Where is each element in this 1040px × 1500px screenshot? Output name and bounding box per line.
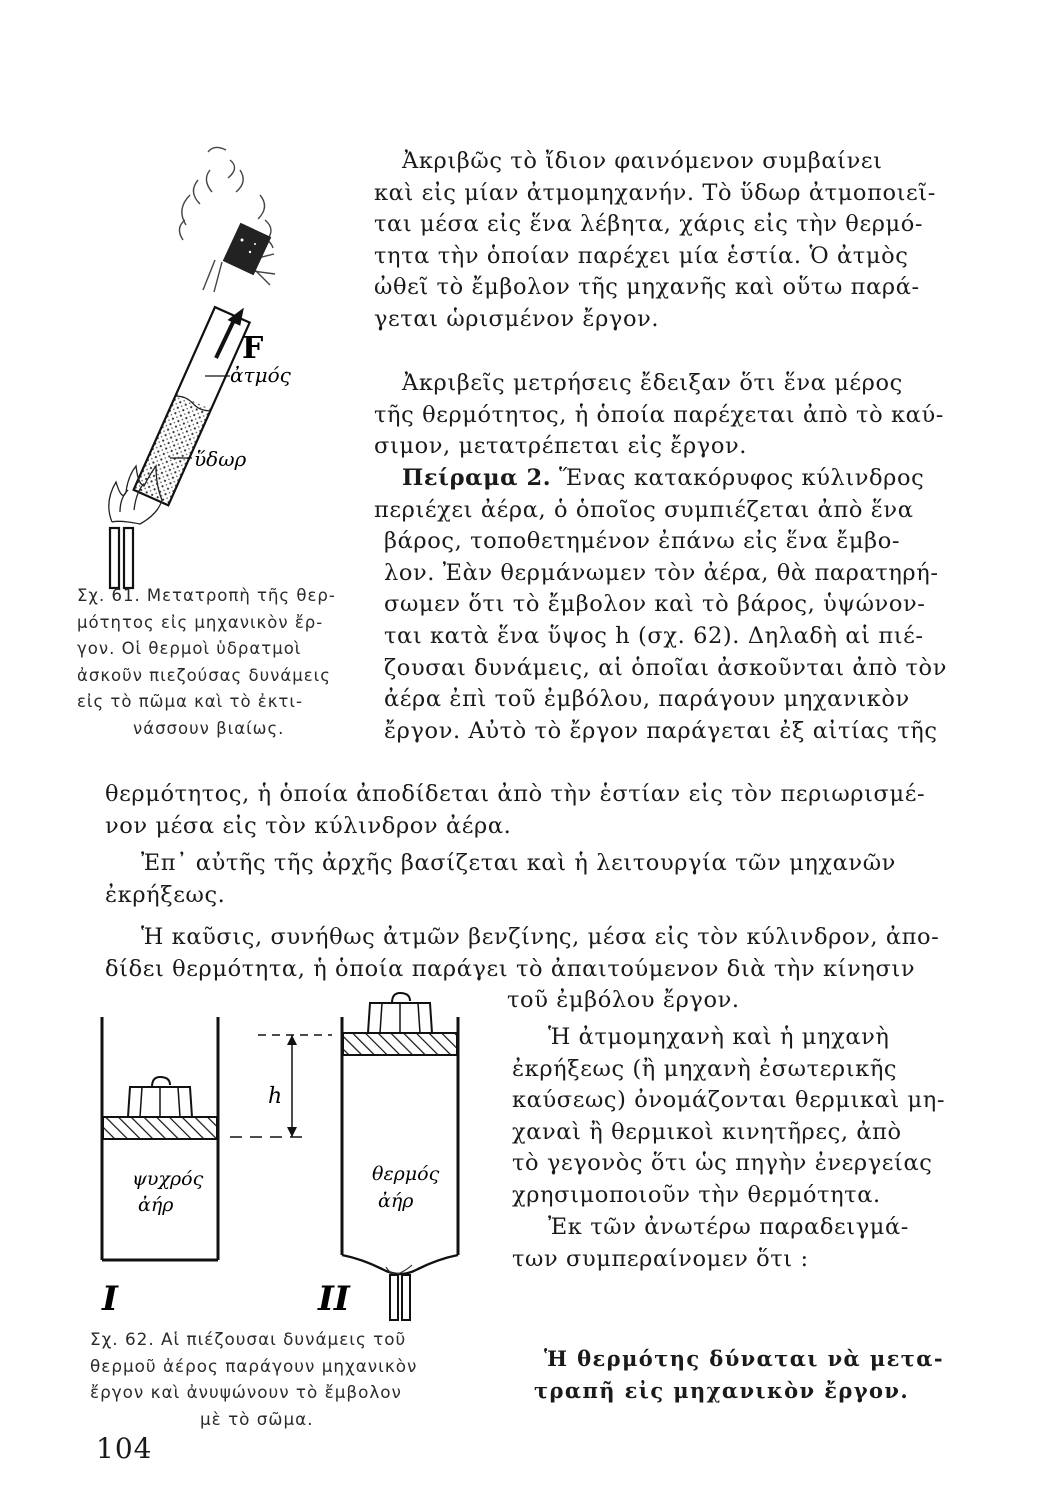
- text-line: σωμεν ὅτι τὸ ἔμβολον καὶ τὸ βάρος, ὑψώνον-: [384, 591, 926, 618]
- caption-line: νάσσουν βιαίως.: [133, 718, 285, 738]
- paragraph-3: [105, 848, 896, 911]
- text-line: ζουσαι δυνάμεις, αἱ ὁποῖαι ἀσκοῦνται ἀπὸ τὸν: [384, 654, 947, 681]
- text-line: τῆς θερμότητος, ἡ ὁποία παρέχεται ἀπὸ τὸ καύ-: [374, 401, 944, 428]
- paragraph-6: [512, 1212, 909, 1275]
- height-indicator: [230, 1035, 332, 1137]
- force-label: F: [242, 331, 264, 366]
- paragraph-5: [512, 1022, 945, 1212]
- label-I: I: [102, 1279, 118, 1319]
- text-line: ἀέρα ἐπὶ τοῦ ἐμβόλου, παράγουν μηχανικὸν: [384, 686, 910, 713]
- figure-62: [90, 975, 440, 1325]
- caption-line: θερμοῦ ἀέρος παράγουν μηχανικὸν: [90, 1355, 418, 1376]
- text-line: Ἀκριβεῖς μετρήσεις ἔδειξαν ὅτι ἕνα μέρος: [402, 370, 903, 396]
- text-line: Ἕνας κατακόρυφος κύλινδρος: [558, 465, 925, 491]
- text-line: των συμπεραίνομεν ὅτι :: [512, 1245, 809, 1272]
- text-line: λον. Ἐὰν θερμάνωμεν τὸν ἀέρα, θὰ παρατηρή-: [384, 559, 939, 586]
- paragraph-1: [374, 146, 936, 336]
- caption-line: μότητος εἰς μηχανικὸν ἔρ-: [77, 612, 324, 632]
- text-line: τοῦ ἐμβόλου ἔργον.: [507, 987, 740, 1014]
- text-line: ἐκρήξεως (ἢ μηχανὴ ἐσωτερικῆς: [512, 1055, 898, 1082]
- text-line: περιέχει ἀέρα, ὁ ὁποῖος συμπιέζεται ἀπὸ ἕνα: [374, 496, 914, 523]
- experiment-2: [374, 463, 947, 747]
- cold-air-label-1: ψυχρός: [132, 1168, 204, 1190]
- text-line: Ἐκ τῶν ἀνωτέρω παραδειγμά-: [548, 1214, 909, 1240]
- caption-line: γον. Οἱ θερμοὶ ὑδρατμοὶ: [77, 639, 302, 658]
- text-line: σιμον, μετατρέπεται εἰς ἔργον.: [374, 433, 748, 460]
- water-label: ὕδωρ: [194, 447, 247, 471]
- caption-line: Σχ. 61. Μετατροπὴ τῆς θερ-: [77, 586, 336, 605]
- cold-air-label-2: ἀήρ: [138, 1194, 174, 1216]
- text-line: καὶ εἰς μίαν ἀτμομηχανήν. Τὸ ὕδωρ ἀτμοποιεῖ-: [374, 179, 936, 206]
- cork: [223, 223, 272, 275]
- text-line: τὸ γεγονὸς ὅτι ὡς πηγὴν ἐνεργείας: [512, 1150, 933, 1177]
- text-line: τραπῆ εἰς μηχανικὸν ἔργον.: [534, 1378, 910, 1403]
- experiment-heading: Πείραμα 2.: [402, 465, 552, 491]
- caption-line: ἔργον καὶ ἀνυψώνουν τὸ ἔμβολον: [90, 1382, 402, 1402]
- text-line: τητα τὴν ὁποίαν παρέχει μία ἑστία. Ὁ ἀτμὸς: [374, 242, 909, 269]
- text-line: Ἀκριβῶς τὸ ἴδιον φαινόμενον συμβαίνει: [402, 148, 883, 174]
- paragraph-2: [374, 368, 944, 463]
- caption-line: εἰς τὸ πῶμα καὶ τὸ ἐκτι-: [77, 692, 303, 711]
- text-line: Ἡ θερμότης δύναται νὰ μετα-: [544, 1346, 944, 1371]
- caption-line: Σχ. 62. Αἱ πιέζουσαι δυνάμεις τοῦ: [90, 1329, 407, 1349]
- experiment-2-continued: [105, 779, 925, 842]
- page-number: 104: [96, 1432, 153, 1465]
- hot-air-label-2: ἀήρ: [378, 1190, 414, 1212]
- text-line: χαναὶ ἢ θερμικοὶ κινητῆρες, ἀπὸ: [512, 1118, 902, 1145]
- hot-air-label-1: θερμός: [372, 1163, 440, 1185]
- text-line: Ἡ ἀτμομηχανὴ καὶ ἡ μηχανὴ: [548, 1024, 890, 1050]
- conclusion: [534, 1343, 944, 1407]
- text-line: καύσεως) ὀνομάζονται θερμικαὶ μη-: [512, 1087, 946, 1114]
- steam-label: ἀτμός: [230, 363, 291, 387]
- text-line: γεται ὡρισμένον ἔργον.: [374, 305, 660, 332]
- caption-line: ἀσκοῦν πιεζούσας δυνάμεις: [77, 665, 331, 685]
- text-line: ἔργον. Αὐτὸ τὸ ἔργον παράγεται ἐξ αἰτίας τῆς: [384, 717, 938, 744]
- text-line: ὠθεῖ τὸ ἔμβολον τῆς μηχανῆς καὶ οὕτω παρά-: [374, 274, 920, 301]
- label-II: II: [318, 1279, 350, 1319]
- cylinder-cold: [102, 1017, 218, 1260]
- figure-61-caption: [77, 583, 336, 742]
- h-label: h: [268, 1084, 283, 1109]
- steam-lines: [179, 147, 275, 292]
- text-line: χρησιμοποιοῦν τὴν θερμότητα.: [512, 1181, 881, 1208]
- text-line: ται μέσα εἰς ἕνα λέβητα, χάρις εἰς τὴν θερμό-: [374, 211, 924, 238]
- figure-62-caption: [90, 1326, 417, 1432]
- piston-cold: [103, 1117, 217, 1139]
- text-line: θερμότητος, ἡ ὁποία ἀποδίδεται ἀπὸ τὴν ἑστίαν εἰς τὸν περιωρισμέ-: [105, 781, 926, 807]
- text-line: Ἡ καῦσις, συνήθως ἀτμῶν βενζίνης, μέσα εἰς τὸν κύλινδρον, ἀπο-: [141, 924, 940, 950]
- text-line: δίδει θερμότητα, ἡ ὁποία παράγει τὸ ἀπαιτούμενον διὰ τὴν κίνησιν: [105, 955, 916, 982]
- text-line: ἐκρήξεως.: [105, 881, 226, 908]
- piston-hot: [343, 1033, 457, 1055]
- text-line: βάρος, τοποθετημένον ἐπάνω εἰς ἕνα ἔμβο-: [384, 528, 901, 555]
- figure-61: [90, 140, 300, 600]
- cylinder-hot: [342, 993, 458, 1274]
- text-line: Ἐπ᾽ αὐτῆς τῆς ἀρχῆς βασίζεται καὶ ἡ λειτουργία τῶν μηχανῶν: [141, 850, 896, 876]
- test-tube: [134, 307, 250, 505]
- text-line: νον μέσα εἰς τὸν κύλινδρον ἀέρα.: [105, 812, 512, 839]
- caption-line: μὲ τὸ σῶμα.: [200, 1408, 314, 1429]
- text-line: ται κατὰ ἕνα ὕψος h (σχ. 62). Δηλαδὴ αἱ πιέ-: [384, 622, 924, 649]
- burner: [110, 528, 119, 588]
